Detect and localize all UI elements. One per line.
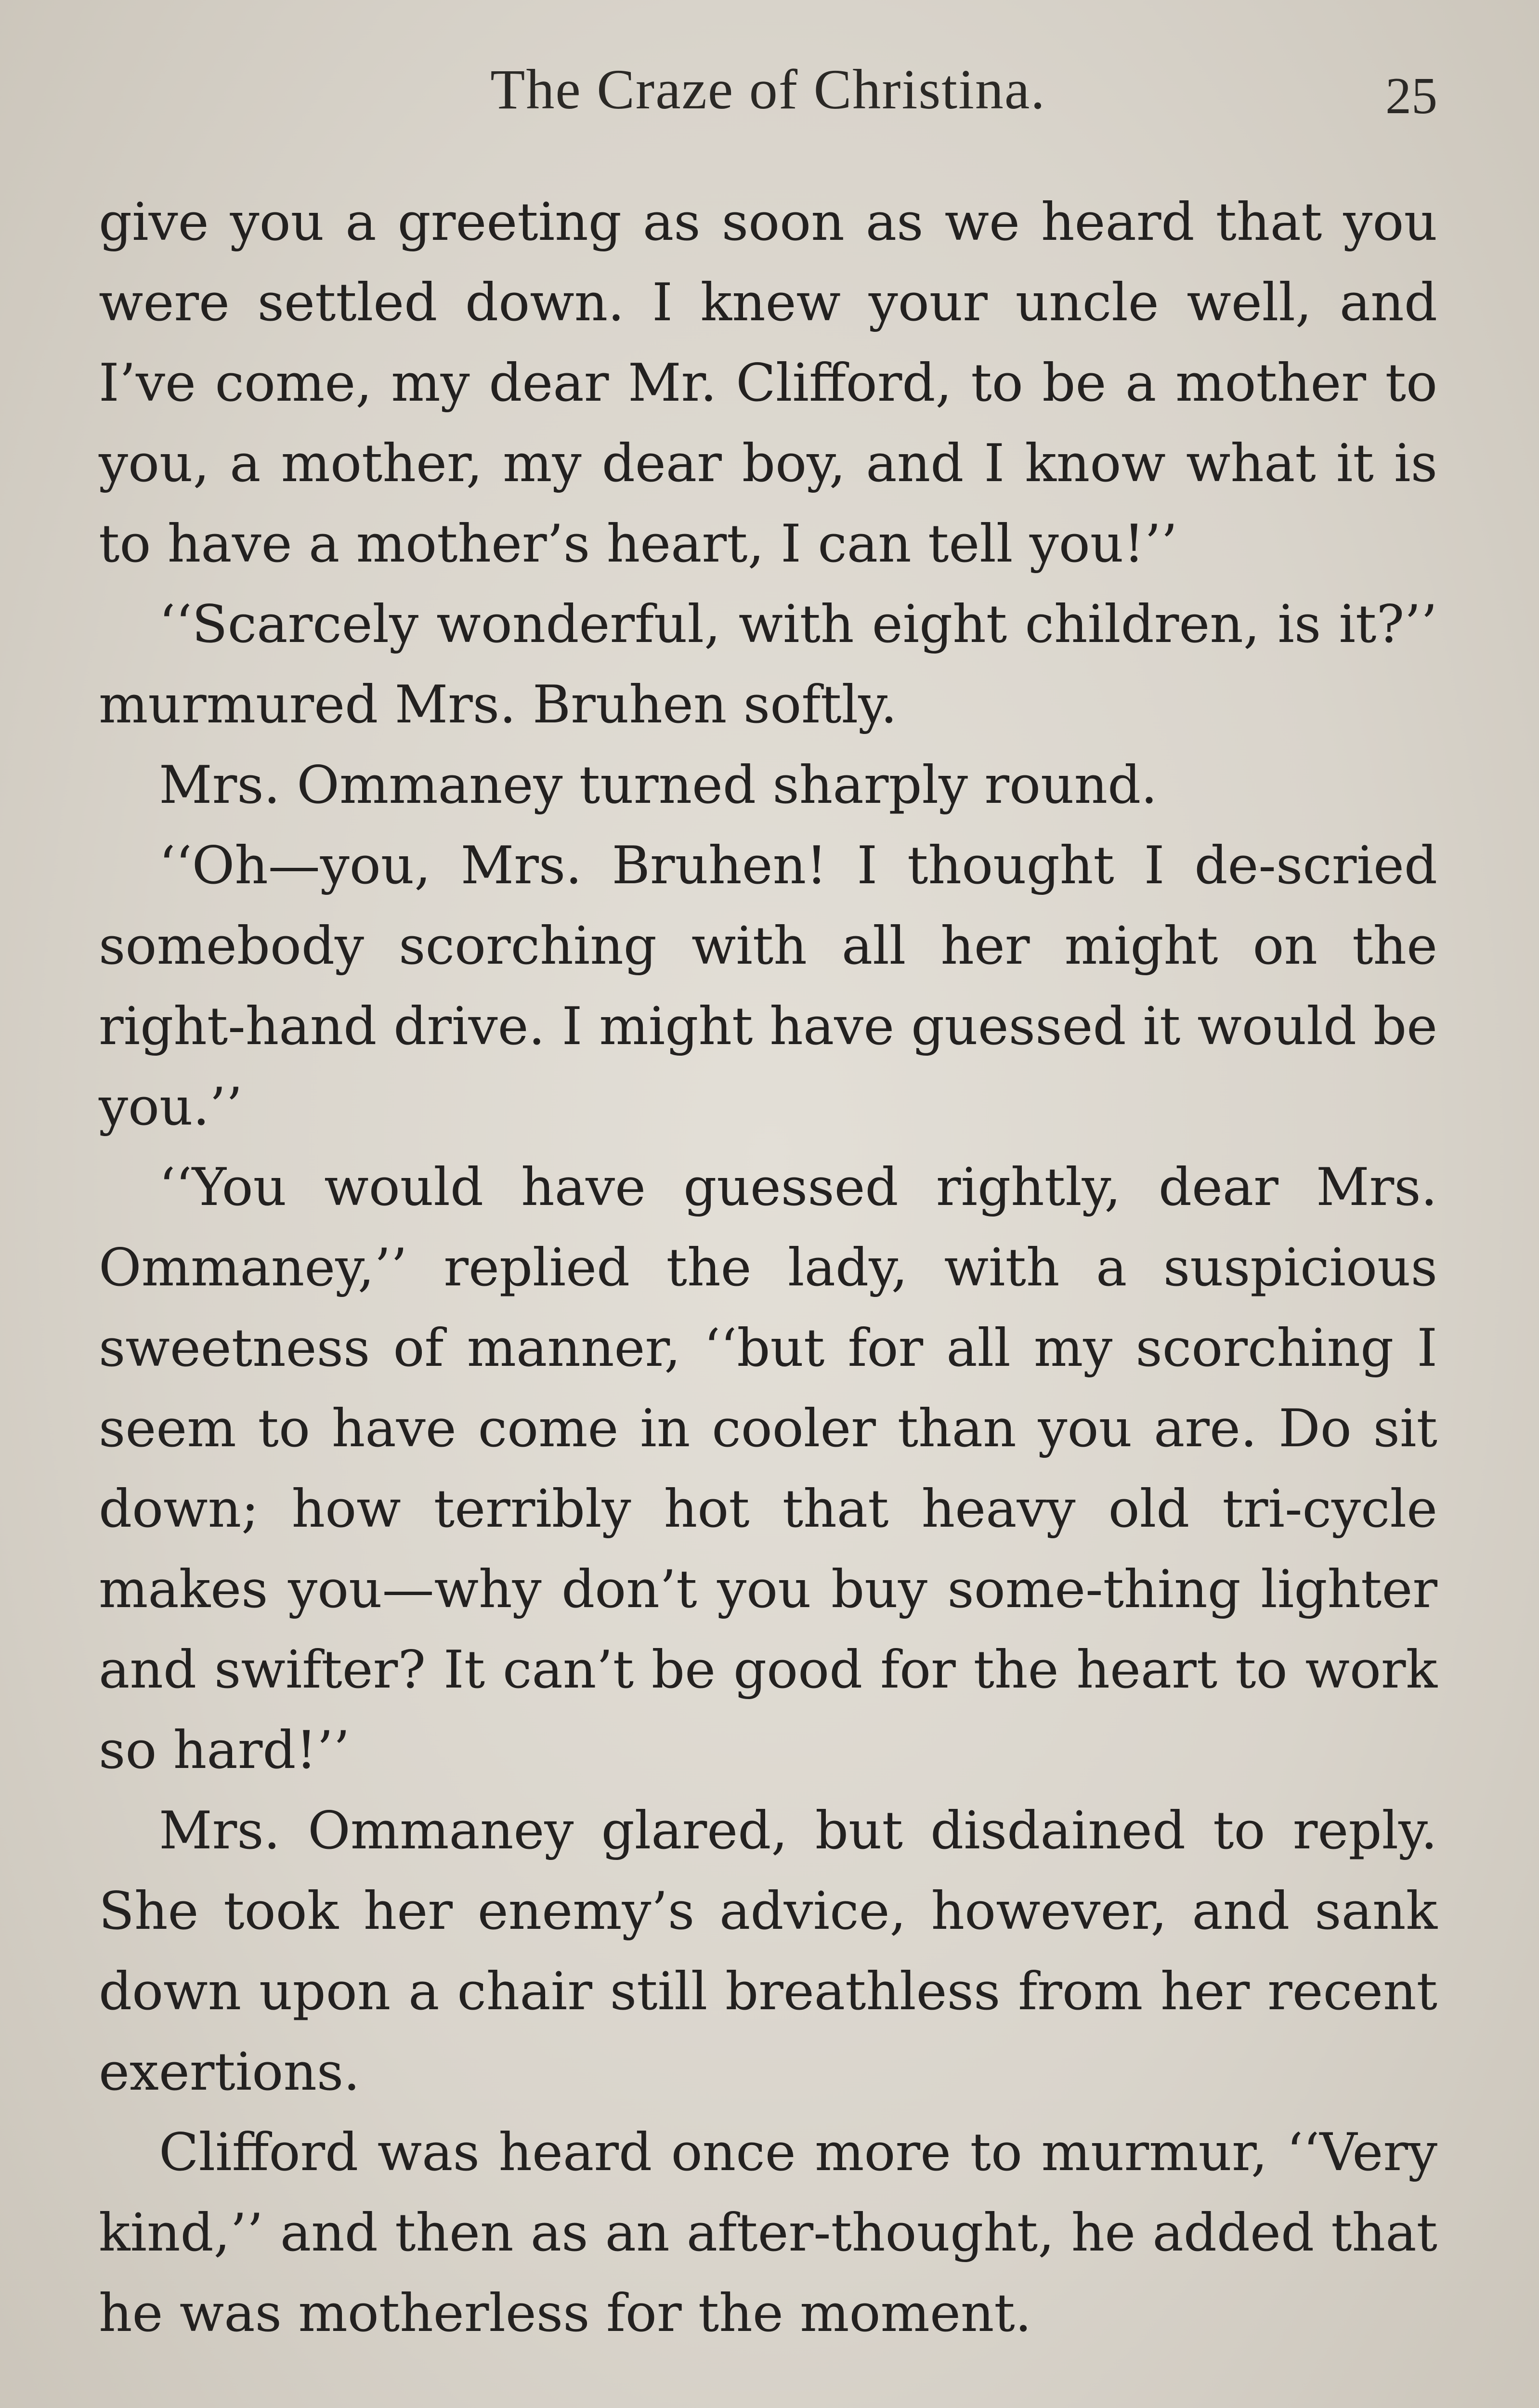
body-text [99,182,1437,2354]
paragraph: Clifford was heard once more to murmur, ‘‘Very kind,’’ and then as an after-thought, he added that he was motherless for the moment. [99,2122,1437,2343]
paragraph: ‘‘You would have guessed rightly, dear Mrs. Ommaney,’’ replied the lady, with a suspicious sweetness of manner, ‘‘but for all my scorching I seem to have come in cooler than you are. Do sit down; how terribly hot that heavy old tri-cycle makes you—why don’t you buy some-thing lighter and swifter? It can’t be good for the heart to work so hard!’’ [99,1157,1437,1780]
paragraph: Mrs. Ommaney turned sharply round. [159,755,1158,815]
paragraph: ‘‘Oh—you, Mrs. Bruhen! I thought I de-scried somebody scorching with all her might on the right-hand drive. I might have guessed it would be you.’’ [99,836,1437,1137]
paragraph: give you a greeting as soon as we heard that you were settled down. I knew your uncle well, and I’ve come, my dear Mr. Clifford, to be a mother to you, a mother, my dear boy, and I know what it is to have a mother’s heart, I can tell you!’’ [99,192,1437,574]
page-header [99,57,1437,134]
running-title: The Craze of Christina. [490,58,1046,121]
paragraph: Mrs. Ommaney glared, but disdained to reply. She took her enemy’s advice, however, and sank down upon a chair still breathless from her recent exertions. [99,1801,1437,2102]
paragraph: ‘‘Scarcely wonderful, with eight children, is it?’’ murmured Mrs. Bruhen softly. [99,594,1437,735]
page-number: 25 [1385,67,1437,125]
